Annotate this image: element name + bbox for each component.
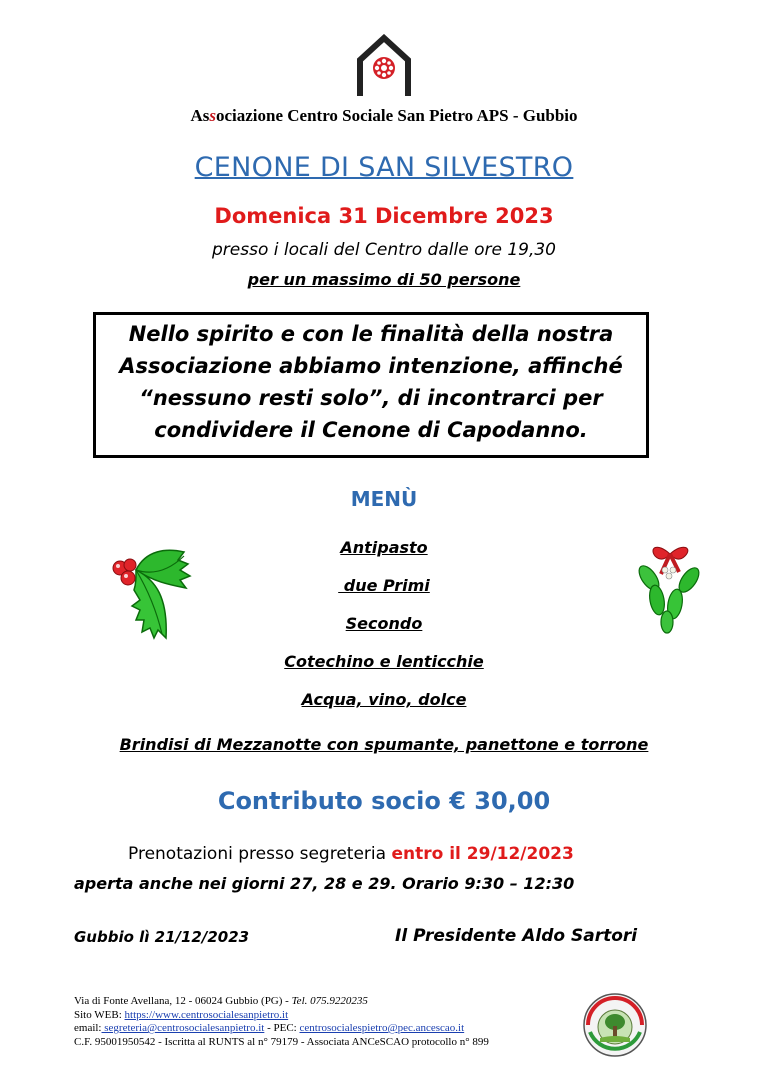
association-name: Associazione Centro Sociale San Pietro APS - Gubbio bbox=[190, 106, 578, 125]
menu-heading: MENÙ bbox=[350, 487, 418, 511]
mission-statement-box bbox=[93, 312, 649, 458]
booking-info: Prenotazioni presso segreteria entro il 29/12/2023 bbox=[128, 844, 574, 864]
menu-item-primi: due Primi bbox=[338, 576, 430, 595]
event-date: Domenica 31 Dicembre 2023 bbox=[214, 204, 554, 228]
footer-phone: Tel. 075.9220235 bbox=[291, 995, 368, 1007]
president-signature: Il Presidente Aldo Sartori bbox=[395, 926, 638, 946]
menu-item-dolce: Acqua, vino, dolce bbox=[301, 690, 467, 709]
pec-link[interactable]: centrosocialespietro@pec.ancescao.it bbox=[299, 1022, 465, 1034]
menu-item-antipasto: Antipasto bbox=[340, 538, 428, 557]
email-link[interactable]: segreteria@centrosocialesanpietro.it bbox=[101, 1022, 265, 1034]
mission-line: “nessuno resti solo”, di incontrarci per bbox=[139, 386, 603, 410]
footer-email-line: email: segreteria@centrosocialesanpietro.it - PEC: centrosocialespietro@pec.ancescao.it bbox=[74, 1022, 465, 1034]
association-logo bbox=[354, 34, 414, 98]
event-title: CENONE DI SAN SILVESTRO bbox=[194, 152, 574, 183]
ancescao-seal-icon bbox=[582, 992, 648, 1058]
mistletoe-icon bbox=[635, 540, 705, 635]
max-participants: per un massimo di 50 persone bbox=[247, 270, 521, 289]
contribution-price: Contributo socio € 30,00 bbox=[217, 787, 551, 815]
footer-registry-line: C.F. 95001950542 - Iscritta al RUNTS al n° 79179 - Associata ANCeSCAO protocollo n° 899 bbox=[74, 1035, 489, 1048]
holly-icon bbox=[106, 540, 206, 640]
footer-web-line: Sito WEB: https://www.centrosocialesanpietro.it bbox=[74, 1008, 289, 1021]
mission-line: Associazione abbiamo intenzione, affinché bbox=[119, 354, 623, 378]
event-location-time: presso i locali del Centro dalle ore 19,30 bbox=[211, 240, 556, 260]
midnight-toast: Brindisi di Mezzanotte con spumante, panettone e torrone bbox=[119, 735, 649, 754]
footer-address-line: Via di Fonte Avellana, 12 - 06024 Gubbio (PG) - Tel. 075.9220235 bbox=[74, 995, 368, 1007]
booking-deadline: entro il 29/12/2023 bbox=[391, 844, 574, 864]
menu-item-secondo: Secondo bbox=[345, 614, 423, 633]
footer-contacts bbox=[74, 995, 489, 1049]
office-hours: aperta anche nei giorni 27, 28 e 29. Orario 9:30 – 12:30 bbox=[74, 874, 575, 893]
mission-line: Nello spirito e con le finalità della nostra bbox=[128, 322, 614, 346]
website-link[interactable]: https://www.centrosocialesanpietro.it bbox=[124, 1008, 289, 1021]
place-date: Gubbio lì 21/12/2023 bbox=[74, 928, 250, 946]
mission-line: condividere il Cenone di Capodanno. bbox=[154, 418, 588, 442]
menu-item-cotechino: Cotechino e lenticchie bbox=[284, 652, 484, 671]
